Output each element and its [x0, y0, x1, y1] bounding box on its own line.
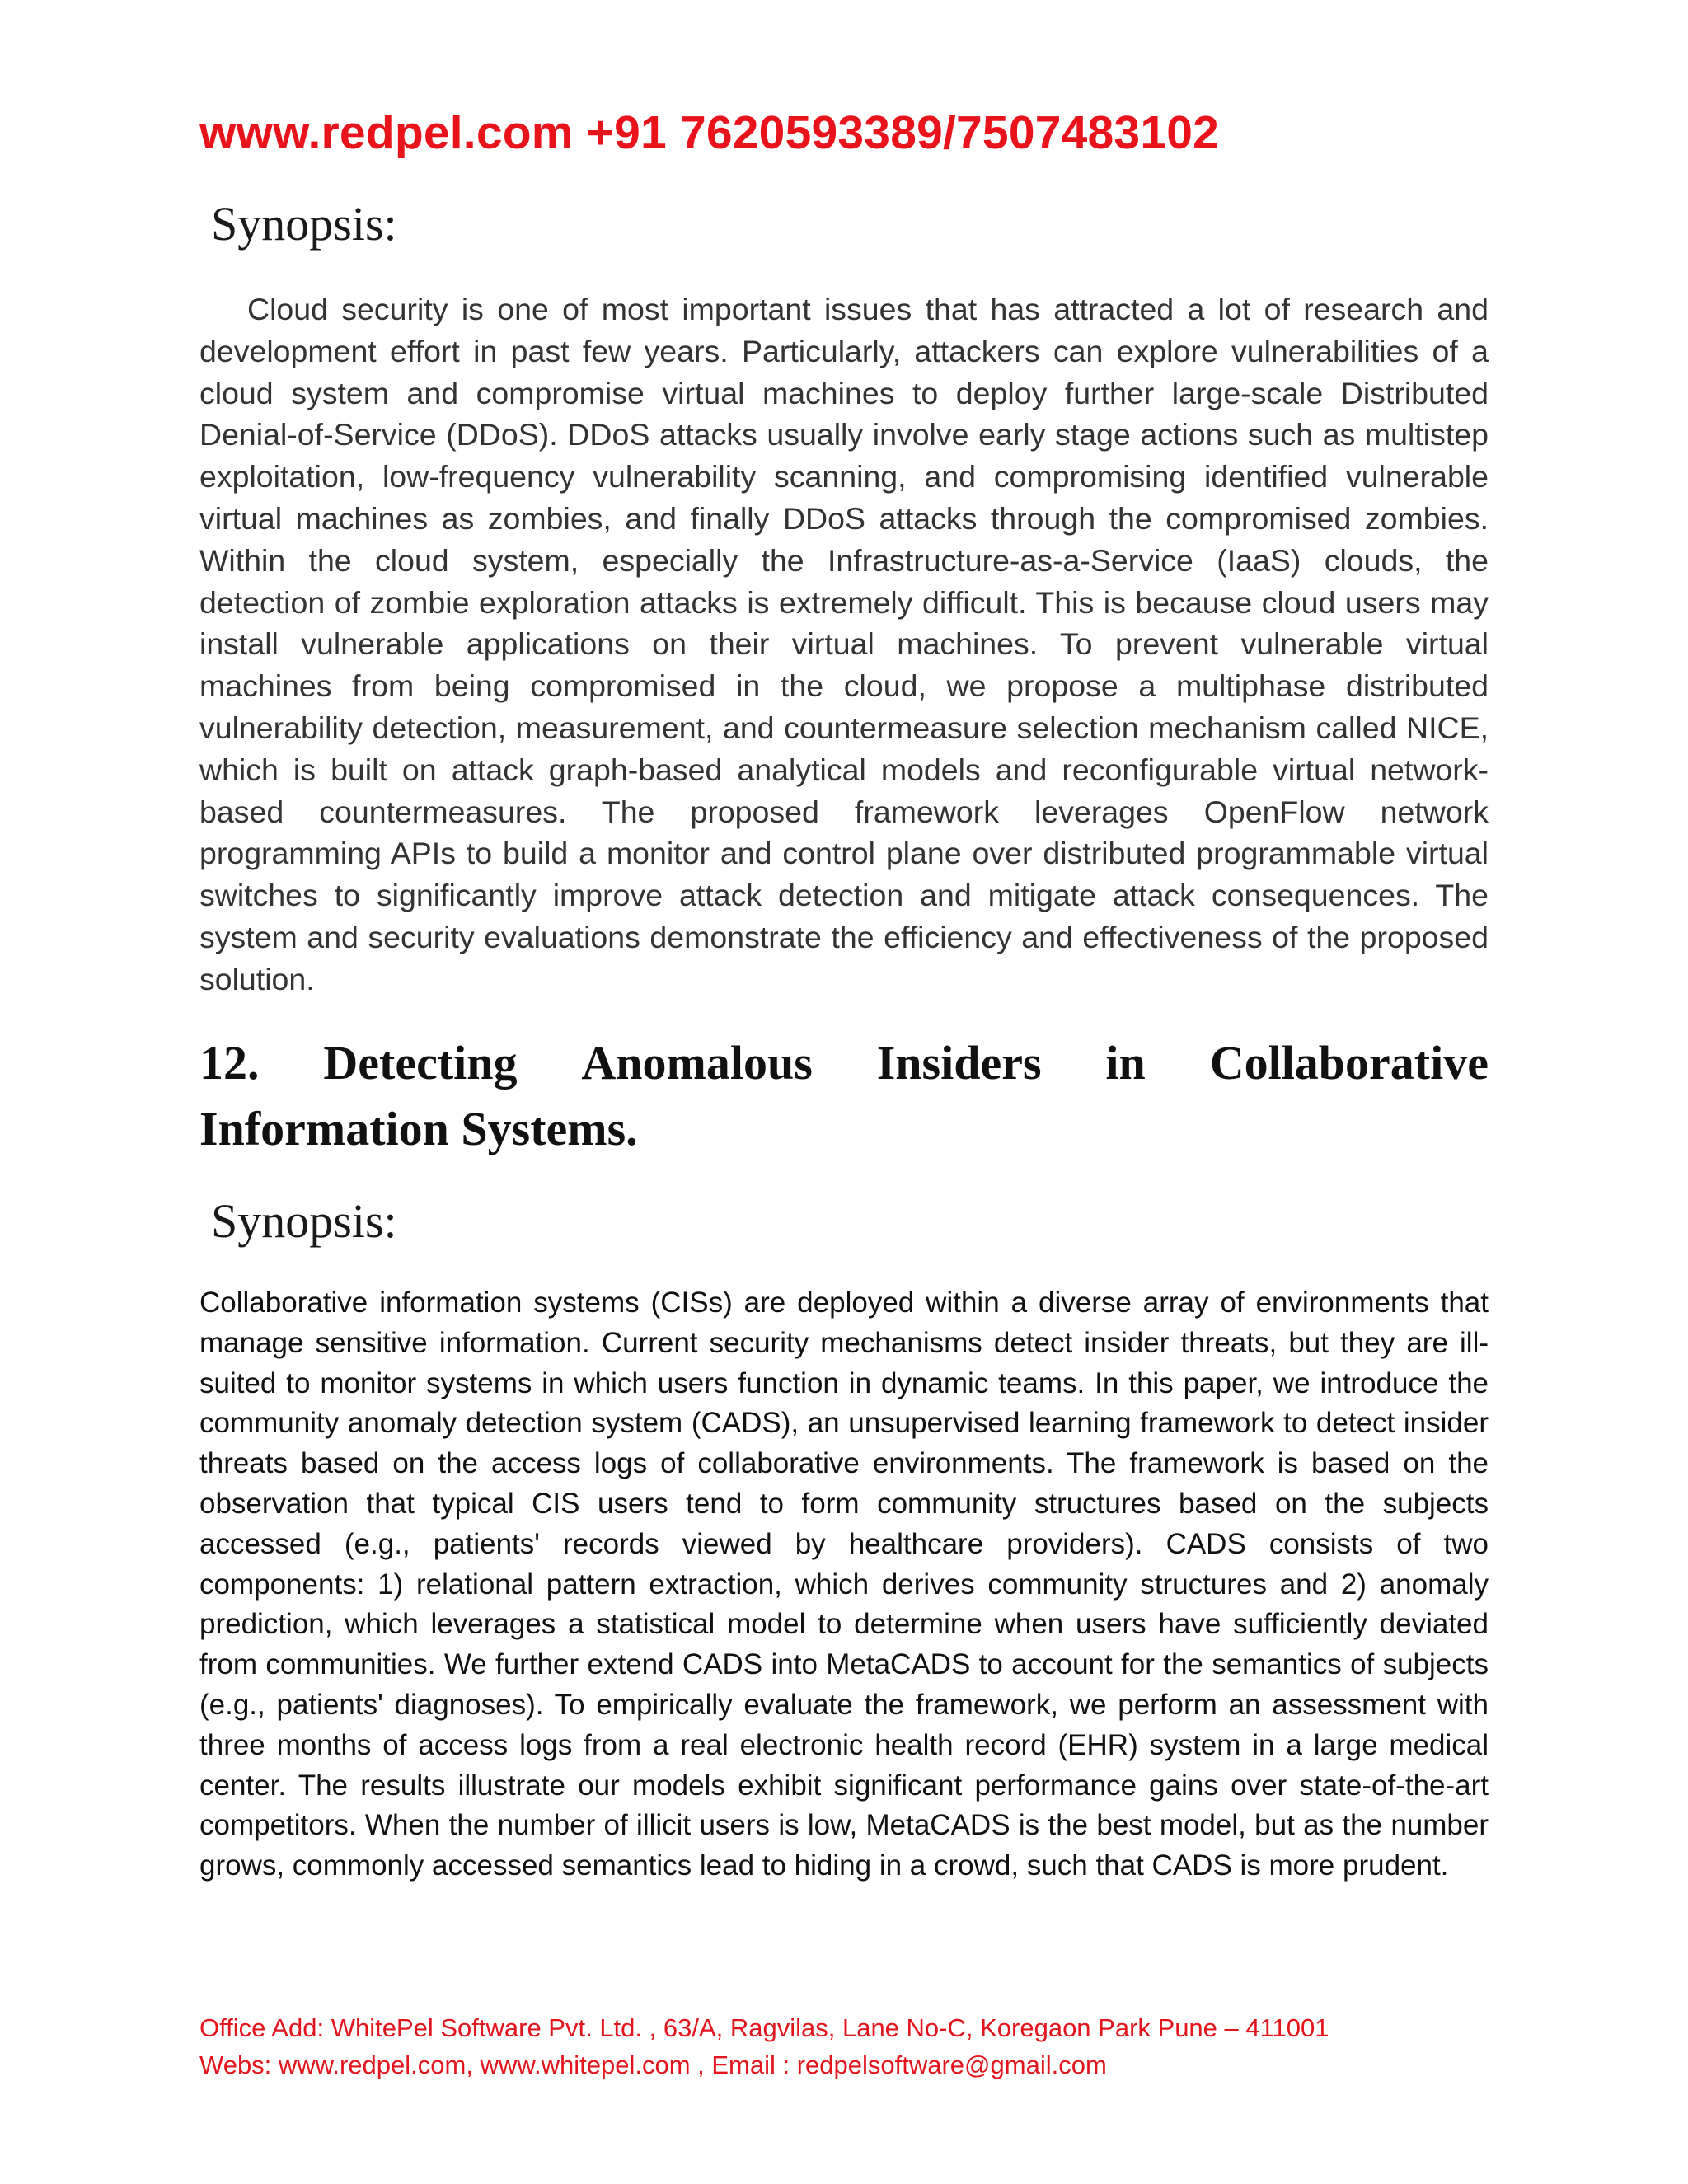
header-contact-line: www.redpel.com +91 7620593389/7507483102: [199, 106, 1220, 159]
title-word: 12.: [199, 1036, 260, 1090]
section-title-line-1: [199, 1030, 1489, 1096]
section-title-12: [199, 1030, 1489, 1162]
section-title-line-2: Information Systems.: [199, 1102, 638, 1155]
title-word: Insiders: [876, 1036, 1042, 1090]
footer-web-email: Webs: www.redpel.com, www.whitepel.com , Email : redpelsoftware@gmail.com: [199, 2050, 1107, 2079]
footer-office-address: Office Add: WhitePel Software Pvt. Ltd. , 63/A, Ragvilas, Lane No-C, Koregaon Park Pune – 411001: [199, 2013, 1329, 2042]
title-word: Anomalous: [581, 1036, 813, 1090]
title-word: Detecting: [323, 1036, 518, 1090]
synopsis-paragraph-2: Collaborative information systems (CISs) are deployed within a diverse array of environments that manage sensitive information. Current security mechanisms detect insider threats, but they are ill-suited to monitor systems in which users function in dynamic teams. In this paper, we introduce the community anomaly detection system (CADS), an unsupervised learning framework to detect insider threats based on the access logs of collaborative environments. The framework is based on the observation that typical CIS users tend to form community structures based on the subjects accessed (e.g., patients' records viewed by healthcare providers). CADS consists of two components: 1) relational pattern extraction, which derives community structures and 2) anomaly prediction, which leverages a statistical model to determine when users have sufficiently deviated from communities. We further extend CADS into MetaCADS to account for the semantics of subjects (e.g., patients' diagnoses). To empirically evaluate the framework, we perform an assessment with three months of access logs from a real electronic health record (EHR) system in a large medical center. The results illustrate our models exhibit significant performance gains over state-of-the-art competitors. When the number of illicit users is low, MetaCADS is the best model, but as the number grows, commonly accessed semantics lead to hiding in a crowd, such that CADS is more prudent.: [199, 1286, 1489, 1882]
synopsis-paragraph-1: Cloud security is one of most important issues that has attracted a lot of research and development effort in past few years. Particularly, attackers can explore vulnerabilities of a cloud system and compromise virtual machines to deploy further large-scale Distributed Denial-of-Service (DDoS). DDoS attacks usually involve early stage actions such as multistep exploitation, low-frequency vulnerability scanning, and compromising identified vulnerable virtual machines as zombies, and finally DDoS attacks through the compromised zombies. Within the cloud system, especially the Infrastructure-as-a-Service (IaaS) clouds, the detection of zombie exploration attacks is extremely difficult. This is because cloud users may install vulnerable applications on their virtual machines. To prevent vulnerable virtual machines from being compromised in the cloud, we propose a multiphase distributed vulnerability detection, measurement, and countermeasure selection mechanism called NICE, which is built on attack graph-based analytical models and reconfigurable virtual network-based countermeasures. The proposed framework leverages OpenFlow network programming APIs to build a monitor and control plane over distributed programmable virtual switches to significantly improve attack detection and mitigate attack consequences. The system and security evaluations demonstrate the efficiency and effectiveness of the proposed solution.: [199, 292, 1489, 996]
synopsis-heading-1: Synopsis:: [211, 197, 397, 251]
title-word: Collaborative: [1209, 1036, 1489, 1090]
title-word: in: [1105, 1036, 1146, 1090]
synopsis-heading-2: Synopsis:: [211, 1194, 397, 1248]
